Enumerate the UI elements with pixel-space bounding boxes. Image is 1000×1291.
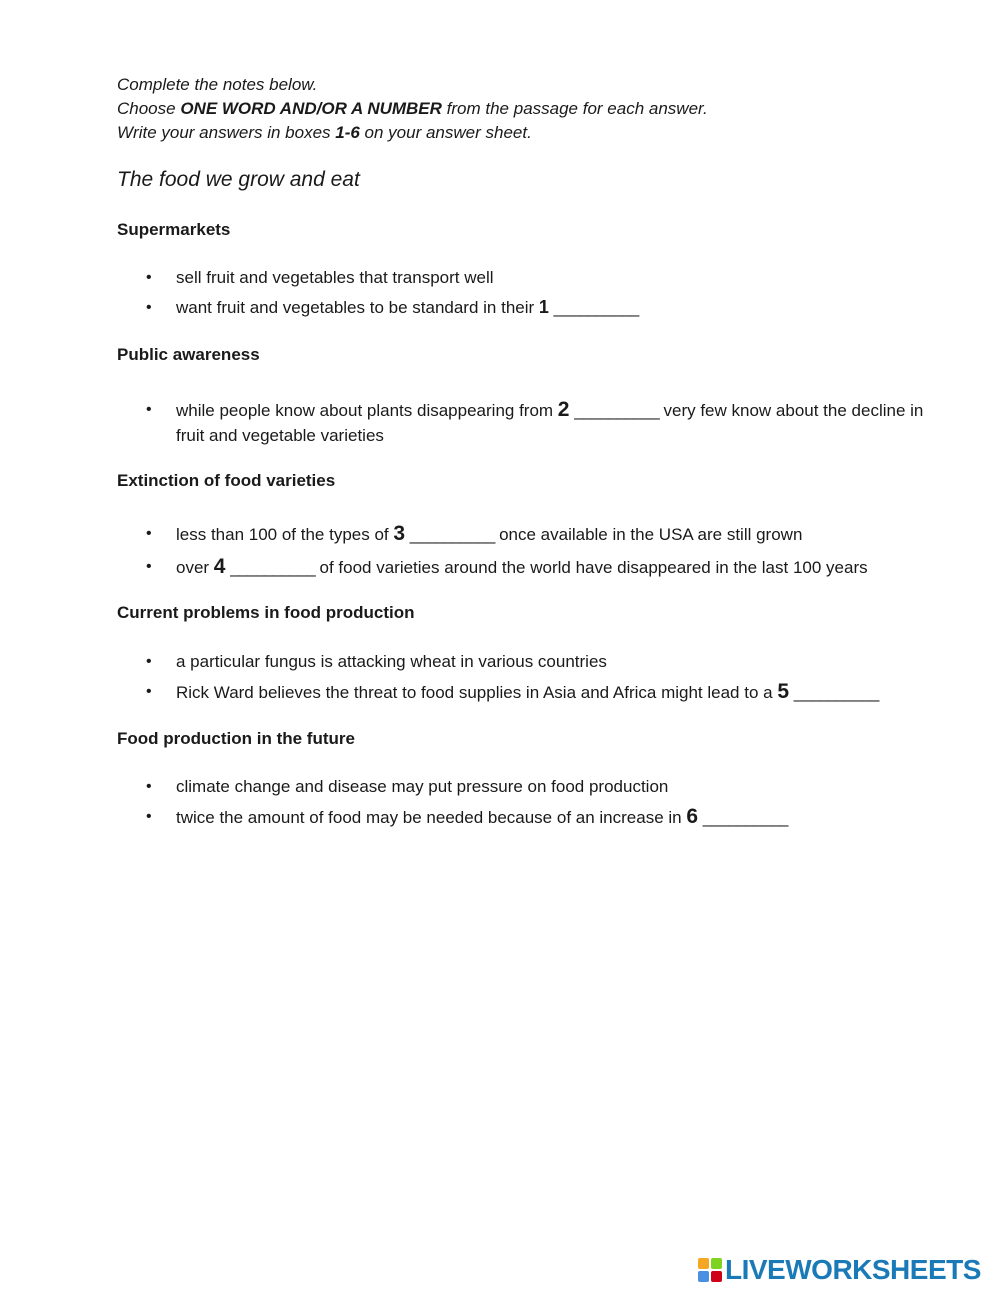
bullet-icon: • [146,558,152,575]
bullet-icon: • [146,778,152,795]
bullet-icon: • [146,401,152,418]
answer-blank-6[interactable]: __________ [702,808,788,827]
answer-blank-1[interactable]: __________ [553,298,639,317]
answer-blank-5[interactable]: __________ [793,683,879,702]
bullet-icon: • [146,299,152,316]
instruction-line-1: Complete the notes below. [117,75,318,94]
question-number: 1 [538,297,549,317]
worksheet-title: The food we grow and eat [117,168,360,191]
question-number: 5 [777,680,789,703]
section-heading-future: Food production in the future [117,729,355,748]
instruction-line-3: Write your answers in boxes 1-6 on your answer sheet. [117,123,532,142]
question-number: 6 [686,805,699,828]
section-heading-public-awareness: Public awareness [117,345,260,364]
bullet-icon: • [146,269,152,286]
answer-blank-4[interactable]: __________ [230,558,315,577]
question-number: 2 [557,398,570,421]
question-number: 4 [213,555,226,578]
question-number: 3 [393,522,406,545]
section-heading-current-problems: Current problems in food production [117,603,415,622]
bullet-icon: • [146,683,152,700]
bullet-icon: • [146,653,152,670]
answer-blank-2[interactable]: __________ [574,401,659,420]
logo-text: LIVEWORKSHEETS [725,1254,981,1285]
liveworksheets-logo [698,1254,981,1286]
bullet-icon: • [146,525,152,542]
answer-blank-3[interactable]: __________ [409,525,495,544]
section-heading-supermarkets: Supermarkets [117,220,231,239]
instruction-line-2: Choose ONE WORD AND/OR A NUMBER from the passage for each answer. [117,99,708,118]
logo-mark-icon [698,1258,722,1282]
bullet-icon: • [146,808,152,825]
section-heading-extinction: Extinction of food varieties [117,471,336,490]
